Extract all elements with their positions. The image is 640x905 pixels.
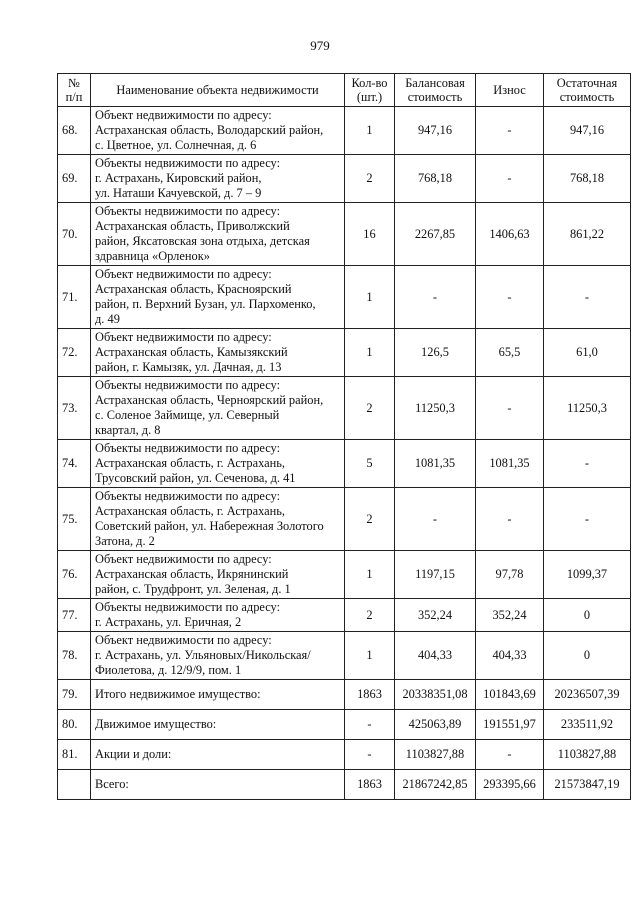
row-number-cell: 80. — [58, 710, 91, 740]
wear-value-cell: - — [476, 740, 544, 770]
balance-value-cell: 126,5 — [395, 329, 476, 377]
balance-value-cell: 11250,3 — [395, 377, 476, 440]
quantity-cell: 1863 — [345, 680, 395, 710]
quantity-cell: 5 — [345, 440, 395, 488]
residual-value-cell: - — [544, 488, 631, 551]
object-name-line: Объект недвижимости по адресу: — [95, 330, 272, 344]
object-name-line: район, с. Трудфронт, ул. Зеленая, д. 1 — [95, 582, 291, 596]
balance-value-cell: - — [395, 266, 476, 329]
object-name-line: Советский район, ул. Набережная Золотого — [95, 519, 324, 533]
object-name-line: Объекты недвижимости по адресу: — [95, 489, 281, 503]
header-name-line: Наименование объекта недвижимости — [116, 83, 319, 97]
table-row — [58, 155, 631, 203]
balance-value-cell: 352,24 — [395, 599, 476, 632]
balance-value-cell: 1081,35 — [395, 440, 476, 488]
table-body — [58, 107, 631, 800]
object-name-cell — [91, 107, 345, 155]
header-balance-line: Балансовая — [405, 76, 465, 90]
object-name-cell — [91, 329, 345, 377]
object-name-line: г. Астрахань, Кировский район, — [95, 171, 262, 185]
header-qty-line: (шт.) — [356, 90, 383, 104]
table-row — [58, 680, 631, 710]
table-row — [58, 440, 631, 488]
header-qty — [345, 74, 395, 107]
object-name-line: район, п. Верхний Бузан, ул. Пархоменко, — [95, 297, 316, 311]
row-number-cell: 78. — [58, 632, 91, 680]
object-name-line: д. 49 — [95, 312, 120, 326]
wear-value-cell: 101843,69 — [476, 680, 544, 710]
object-name-line: Затона, д. 2 — [95, 534, 155, 548]
residual-value-cell: 861,22 — [544, 203, 631, 266]
row-number-cell: 73. — [58, 377, 91, 440]
table-row — [58, 203, 631, 266]
page-number: 979 — [310, 38, 330, 53]
object-name-line: Астраханская область, г. Астрахань, — [95, 504, 286, 518]
wear-value-cell: 65,5 — [476, 329, 544, 377]
balance-value-cell: 21867242,85 — [395, 770, 476, 800]
residual-value-cell: 21573847,19 — [544, 770, 631, 800]
row-number-cell: 77. — [58, 599, 91, 632]
object-name-line: район, Яксатовская зона отдыха, детская — [95, 234, 310, 248]
object-name-line: Астраханская область, Приволжский — [95, 219, 290, 233]
header-num-line: п/п — [65, 90, 83, 104]
row-number-cell: 68. — [58, 107, 91, 155]
table-header-row — [58, 74, 631, 107]
quantity-cell: 1 — [345, 266, 395, 329]
residual-value-cell: 1099,37 — [544, 551, 631, 599]
row-number-cell: 71. — [58, 266, 91, 329]
table-row — [58, 599, 631, 632]
object-name-line: г. Астрахань, ул. Ульяновых/Никольская/ — [95, 648, 311, 662]
header-wear-line: Износ — [493, 83, 526, 97]
object-name-line: с. Цветное, ул. Солнечная, д. 6 — [95, 138, 257, 152]
quantity-cell: 2 — [345, 377, 395, 440]
quantity-cell: 2 — [345, 599, 395, 632]
row-number-cell: 72. — [58, 329, 91, 377]
header-num-line: № — [68, 76, 80, 90]
table-row — [58, 488, 631, 551]
object-name-line: Фиолетова, д. 12/9/9, пом. 1 — [95, 663, 242, 677]
quantity-cell: - — [345, 710, 395, 740]
balance-value-cell: - — [395, 488, 476, 551]
object-name-line: Астраханская область, Икрянинский — [95, 567, 289, 581]
object-name-line: Астраханская область, Камызякский — [95, 345, 288, 359]
object-name-cell — [91, 377, 345, 440]
wear-value-cell: - — [476, 107, 544, 155]
residual-value-cell: 0 — [544, 632, 631, 680]
object-name-cell — [91, 710, 345, 740]
wear-value-cell: - — [476, 266, 544, 329]
object-name-line: г. Астрахань, ул. Еричная, 2 — [95, 615, 242, 629]
residual-value-cell: 1103827,88 — [544, 740, 631, 770]
object-name-cell — [91, 551, 345, 599]
residual-value-cell: 947,16 — [544, 107, 631, 155]
header-residual — [544, 74, 631, 107]
row-number-cell: 79. — [58, 680, 91, 710]
object-name-line: Акции и доли: — [95, 747, 172, 761]
object-name-line: Объект недвижимости по адресу: — [95, 267, 272, 281]
object-name-line: Итого недвижимое имущество: — [95, 687, 261, 701]
quantity-cell: 1 — [345, 632, 395, 680]
object-name-line: Объекты недвижимости по адресу: — [95, 441, 281, 455]
wear-value-cell: 352,24 — [476, 599, 544, 632]
object-name-line: Астраханская область, Черноярский район, — [95, 393, 324, 407]
table-row — [58, 107, 631, 155]
wear-value-cell: 191551,97 — [476, 710, 544, 740]
quantity-cell: 16 — [345, 203, 395, 266]
residual-value-cell: 11250,3 — [544, 377, 631, 440]
object-name-cell — [91, 440, 345, 488]
header-residual-line: стоимость — [559, 90, 615, 104]
object-name-cell — [91, 155, 345, 203]
balance-value-cell: 404,33 — [395, 632, 476, 680]
row-number-cell — [58, 770, 91, 800]
object-name-line: квартал, д. 8 — [95, 423, 161, 437]
header-name — [91, 74, 345, 107]
row-number-cell: 74. — [58, 440, 91, 488]
row-number-cell: 75. — [58, 488, 91, 551]
residual-value-cell: 61,0 — [544, 329, 631, 377]
quantity-cell: 2 — [345, 488, 395, 551]
header-wear — [476, 74, 544, 107]
quantity-cell: 1863 — [345, 770, 395, 800]
header-qty-line: Кол-во — [351, 76, 388, 90]
table-row — [58, 377, 631, 440]
quantity-cell: 1 — [345, 551, 395, 599]
header-balance — [395, 74, 476, 107]
balance-value-cell: 1197,15 — [395, 551, 476, 599]
table-row — [58, 770, 631, 800]
row-number-cell: 76. — [58, 551, 91, 599]
wear-value-cell: 293395,66 — [476, 770, 544, 800]
quantity-cell: - — [345, 740, 395, 770]
table-row — [58, 266, 631, 329]
balance-value-cell: 2267,85 — [395, 203, 476, 266]
residual-value-cell: - — [544, 266, 631, 329]
quantity-cell: 1 — [345, 329, 395, 377]
object-name-line: Всего: — [95, 777, 129, 791]
object-name-line: Объект недвижимости по адресу: — [95, 108, 272, 122]
object-name-cell — [91, 266, 345, 329]
object-name-line: Движимое имущество: — [95, 717, 217, 731]
object-name-line: Объекты недвижимости по адресу: — [95, 156, 281, 170]
object-name-line: Объекты недвижимости по адресу: — [95, 600, 281, 614]
wear-value-cell: - — [476, 155, 544, 203]
residual-value-cell: - — [544, 440, 631, 488]
object-name-line: Астраханская область, Красноярский — [95, 282, 292, 296]
object-name-line: Объект недвижимости по адресу: — [95, 633, 272, 647]
residual-value-cell: 233511,92 — [544, 710, 631, 740]
object-name-line: Объект недвижимости по адресу: — [95, 552, 272, 566]
object-name-line: Трусовский район, ул. Сеченова, д. 41 — [95, 471, 296, 485]
object-name-line: Объекты недвижимости по адресу: — [95, 204, 281, 218]
row-number-cell: 70. — [58, 203, 91, 266]
object-name-line: ул. Наташи Качуевской, д. 7 – 9 — [95, 186, 262, 200]
wear-value-cell: 404,33 — [476, 632, 544, 680]
balance-value-cell: 20338351,08 — [395, 680, 476, 710]
object-name-line: Астраханская область, г. Астрахань, — [95, 456, 286, 470]
object-name-cell — [91, 740, 345, 770]
object-name-cell — [91, 488, 345, 551]
object-name-line: Астраханская область, Володарский район, — [95, 123, 324, 137]
object-name-line: здравница «Орленок» — [95, 249, 210, 263]
residual-value-cell: 20236507,39 — [544, 680, 631, 710]
header-balance-line: стоимость — [407, 90, 463, 104]
object-name-cell — [91, 770, 345, 800]
header-residual-line: Остаточная — [556, 76, 618, 90]
object-name-cell — [91, 599, 345, 632]
header-num — [58, 74, 91, 107]
residual-value-cell: 768,18 — [544, 155, 631, 203]
table-row — [58, 551, 631, 599]
object-name-line: Объекты недвижимости по адресу: — [95, 378, 281, 392]
wear-value-cell: - — [476, 488, 544, 551]
object-name-line: с. Соленое Займище, ул. Северный — [95, 408, 280, 422]
object-name-cell — [91, 203, 345, 266]
object-name-cell — [91, 632, 345, 680]
table-row — [58, 710, 631, 740]
wear-value-cell: - — [476, 377, 544, 440]
row-number-cell: 69. — [58, 155, 91, 203]
quantity-cell: 2 — [345, 155, 395, 203]
row-number-cell: 81. — [58, 740, 91, 770]
residual-value-cell: 0 — [544, 599, 631, 632]
wear-value-cell: 97,78 — [476, 551, 544, 599]
property-table — [57, 73, 631, 800]
balance-value-cell: 947,16 — [395, 107, 476, 155]
balance-value-cell: 1103827,88 — [395, 740, 476, 770]
wear-value-cell: 1406,63 — [476, 203, 544, 266]
table-row — [58, 329, 631, 377]
quantity-cell: 1 — [345, 107, 395, 155]
table-row — [58, 632, 631, 680]
balance-value-cell: 425063,89 — [395, 710, 476, 740]
wear-value-cell: 1081,35 — [476, 440, 544, 488]
object-name-line: район, г. Камызяк, ул. Дачная, д. 13 — [95, 360, 282, 374]
table-row — [58, 740, 631, 770]
balance-value-cell: 768,18 — [395, 155, 476, 203]
object-name-cell — [91, 680, 345, 710]
